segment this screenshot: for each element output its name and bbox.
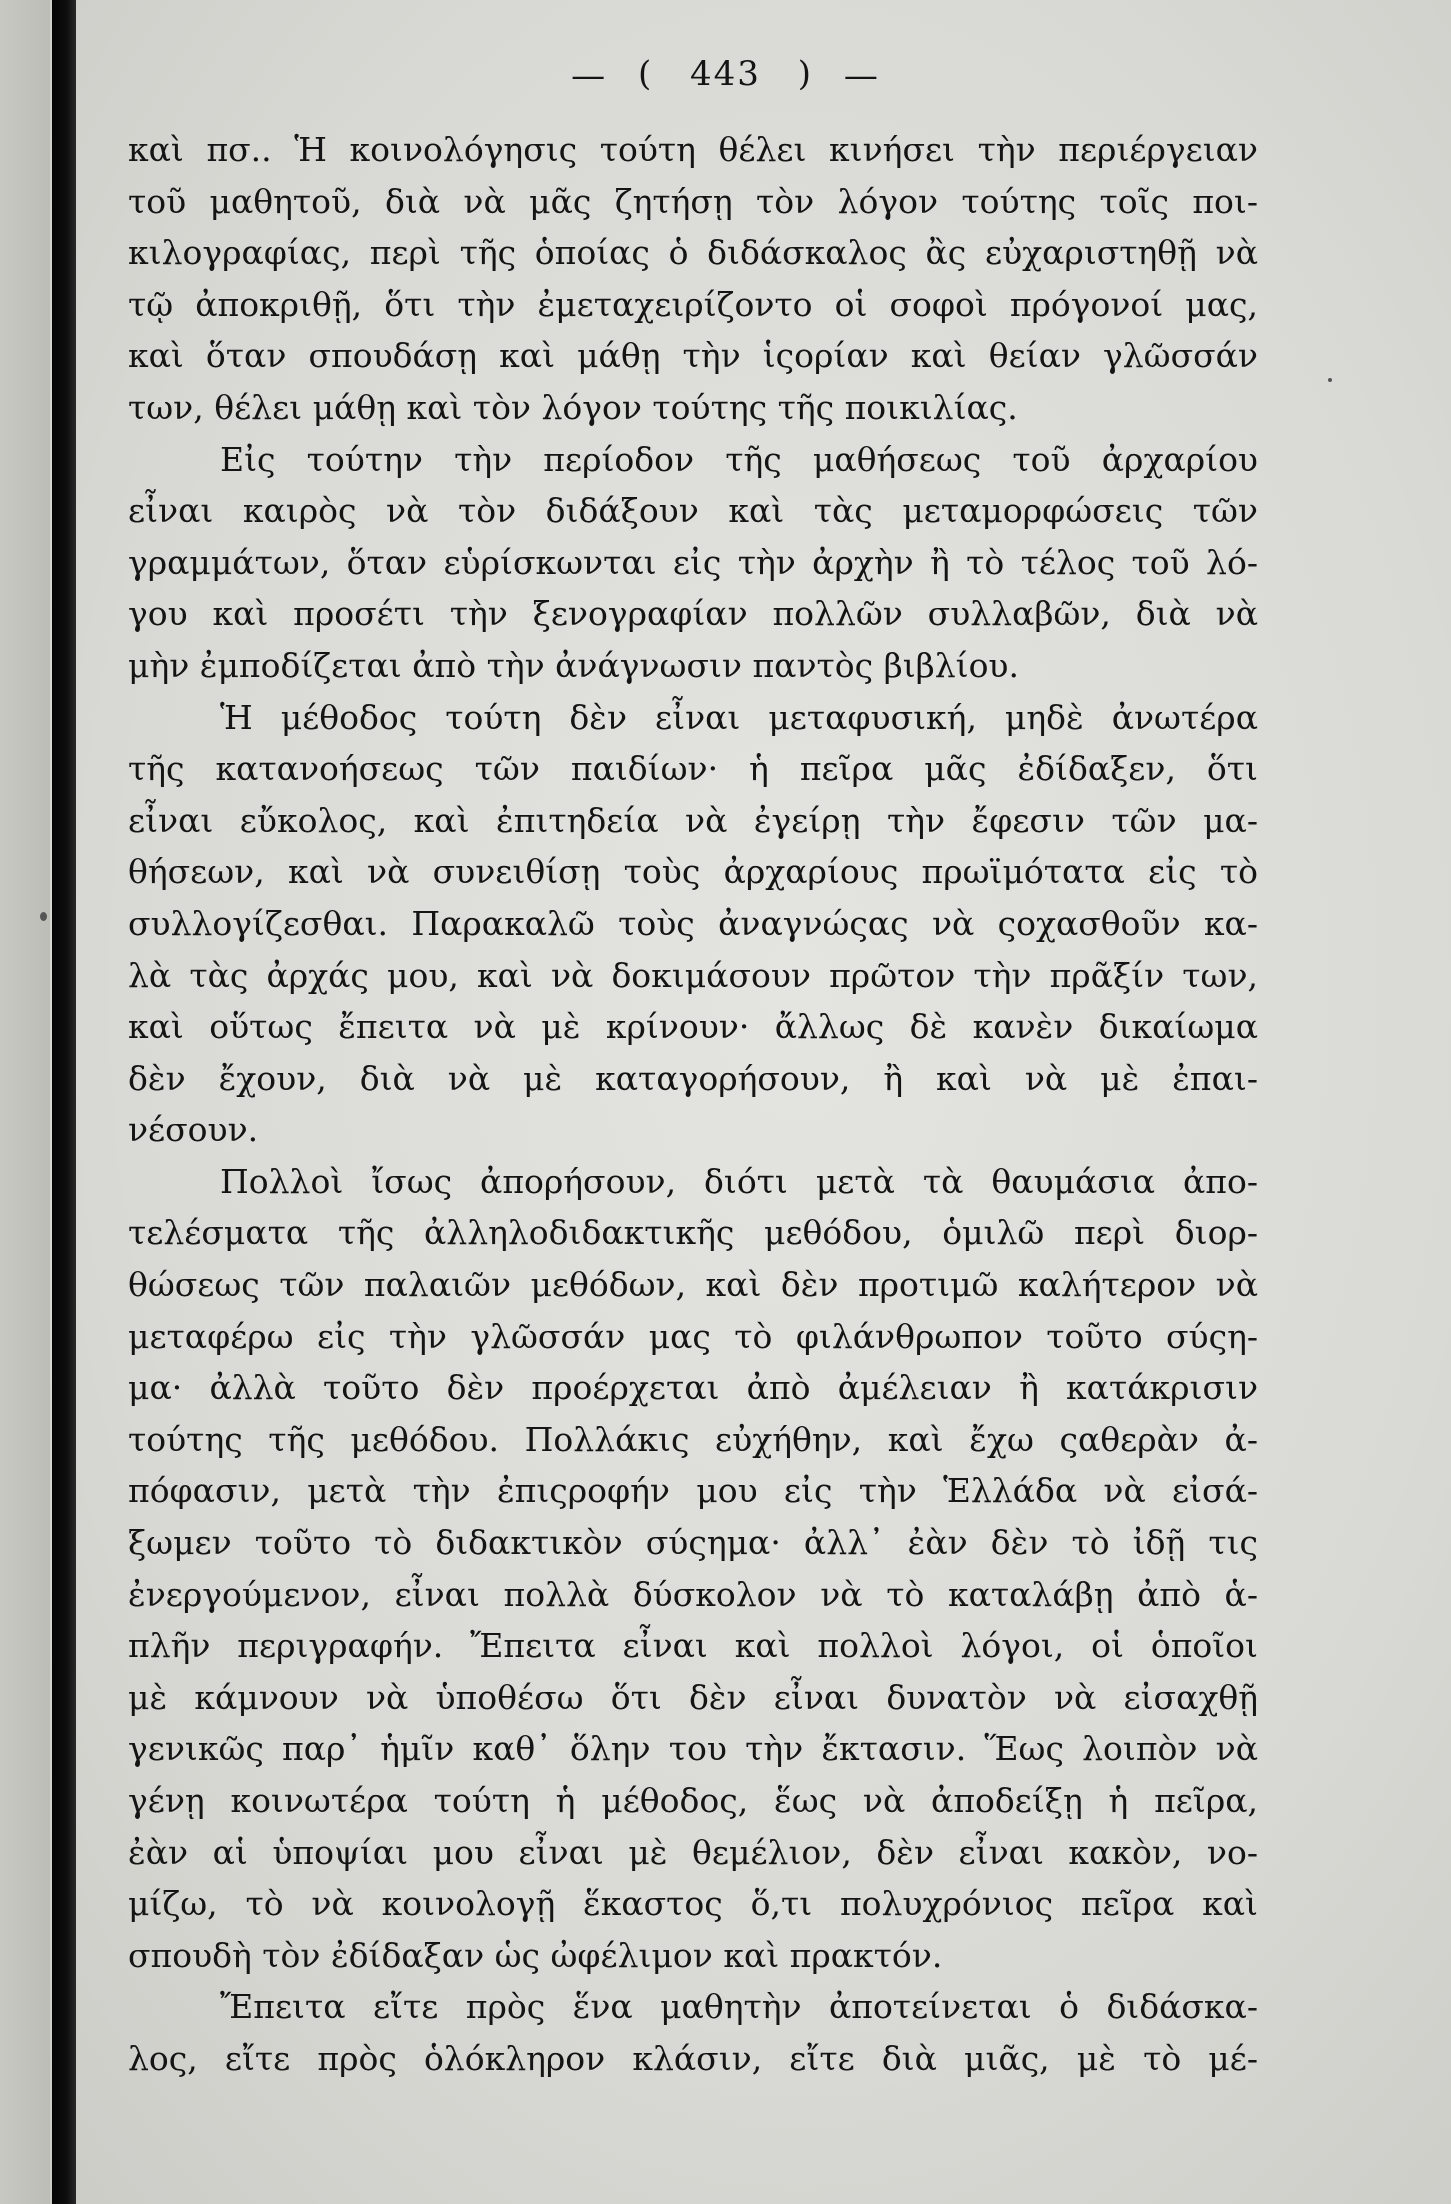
text-line: θώσεως τῶν παλαιῶν μεθόδων, καὶ δὲν προτιμῶ καλήτερον νὰ xyxy=(128,1265,1258,1305)
text-line: των, θέλει μάθῃ καὶ τὸν λόγον τούτης τῆς ποικιλίας. xyxy=(128,387,1018,427)
text-line: Πολλοὶ ἴσως ἀπορήσουν, διότι μετὰ τὰ θαυμάσια ἀπο- xyxy=(220,1161,1258,1201)
page-header xyxy=(0,44,1451,104)
header-left-dash: — xyxy=(571,56,608,96)
text-line: μα· ἀλλὰ τοῦτο δὲν προέρχεται ἀπὸ ἀμέλειαν ἢ κατάκρισιν xyxy=(128,1368,1258,1408)
text-line: θήσεων, καὶ νὰ συνειθίσῃ τοὺς ἀρχαρίους πρωϊμότατα εἰς τὸ xyxy=(128,852,1258,892)
text-line: εἶναι καιρὸς νὰ τὸν διδάξουν καὶ τὰς μεταμορφώσεις τῶν xyxy=(128,491,1258,531)
text-line: καὶ ὅταν σπουδάσῃ καὶ μάθῃ τὴν ἱςορίαν καὶ θείαν γλῶσσάν xyxy=(128,336,1258,376)
text-line: πλῆν περιγραφήν. Ἔπειτα εἶναι καὶ πολλοὶ λόγοι, οἱ ὁποῖοι xyxy=(128,1626,1258,1666)
text-line: λὰ τὰς ἀρχάς μου, καὶ νὰ δοκιμάσουν πρῶτον τὴν πρᾶξίν των, xyxy=(128,955,1258,995)
text-line: σπουδὴ τὸν ἐδίδαξαν ὡς ὠφέλιμον καὶ πρακτόν. xyxy=(128,1935,943,1975)
text-line: εἶναι εὔκολος, καὶ ἐπιτηδεία νὰ ἐγείρῃ τὴν ἔφεσιν τῶν μα- xyxy=(128,800,1258,840)
text-line: συλλογίζεσθαι. Παρακαλῶ τοὺς ἀναγνώςας νὰ ςοχασθοῦν κα- xyxy=(128,903,1258,943)
text-line: ξωμεν τοῦτο τὸ διδακτικὸν σύςημα· ἀλλ᾽ ἐὰν δὲν τὸ ἰδῇ τις xyxy=(128,1523,1258,1563)
text-line: πόφασιν, μετὰ τὴν ἐπιςροφήν μου εἰς τὴν Ἑλλάδα νὰ εἰσά- xyxy=(128,1471,1258,1511)
text-line: μίζω, τὸ νὰ κοινολογῇ ἕκαστος ὅ,τι πολυχρόνιος πεῖρα καὶ xyxy=(128,1884,1258,1924)
text-line: μεταφέρω εἰς τὴν γλῶσσάν μας τὸ φιλάνθρωπον τοῦτο σύςη- xyxy=(128,1316,1258,1356)
page-number: 443 xyxy=(690,54,761,94)
text-line: τῷ ἀποκριθῇ, ὅτι τὴν ἐμεταχειρίζοντο οἱ σοφοὶ πρόγονοί μας, xyxy=(128,284,1258,324)
header-right-dash: — xyxy=(843,56,880,96)
header-right-paren: ) xyxy=(797,54,814,94)
text-line: τῆς κατανοήσεως τῶν παιδίων· ἡ πεῖρα μᾶς ἐδίδαξεν, ὅτι xyxy=(128,749,1258,789)
text-line: γενικῶς παρ᾽ ἡμῖν καθ᾽ ὅλην του τὴν ἔκτασιν. Ἕως λοιπὸν νὰ xyxy=(128,1729,1258,1769)
text-line: τελέσματα τῆς ἀλληλοδιδακτικῆς μεθόδου, ὁμιλῶ περὶ διορ- xyxy=(128,1213,1258,1253)
text-line: δὲν ἔχουν, διὰ νὰ μὲ καταγορήσουν, ἢ καὶ νὰ μὲ ἐπαι- xyxy=(128,1058,1258,1098)
text-line: ἐὰν αἱ ὑποψίαι μου εἶναι μὲ θεμέλιον, δὲν εἶναι κακὸν, νο- xyxy=(128,1832,1258,1872)
text-line: νέσουν. xyxy=(128,1110,259,1150)
text-line: μὴν ἐμποδίζεται ἀπὸ τὴν ἀνάγνωσιν παντὸς βιβλίου. xyxy=(128,645,1019,685)
text-line: γένῃ κοινωτέρα τούτη ἡ μέθοδος, ἕως νὰ ἀποδείξῃ ἡ πεῖρα, xyxy=(128,1781,1258,1820)
text-line: Εἰς τούτην τὴν περίοδον τῆς μαθήσεως τοῦ ἀρχαρίου xyxy=(220,439,1258,479)
text-line: λος, εἴτε πρὸς ὁλόκληρον κλάσιν, εἴτε διὰ μιᾶς, μὲ τὸ μέ- xyxy=(128,2038,1258,2078)
text-line: Ἡ μέθοδος τούτη δὲν εἶναι μεταφυσική, μηδὲ ἀνωτέρα xyxy=(220,697,1258,737)
text-line: καὶ πσ.. Ἡ κοινολόγησις τούτη θέλει κινήσει τὴν περιέργειαν xyxy=(128,130,1258,169)
text-line: κιλογραφίας, περὶ τῆς ὁποίας ὁ διδάσκαλος ἂς εὐχαριστηθῇ νὰ xyxy=(128,233,1258,273)
text-line: Ἔπειτα εἴτε πρὸς ἕνα μαθητὴν ἀποτείνεται ὁ διδάσκα- xyxy=(220,1987,1258,2027)
left-page-margin xyxy=(0,0,50,2204)
text-line: ἐνεργούμενον, εἶναι πολλὰ δύσκολον νὰ τὸ καταλάβῃ ἀπὸ ἁ- xyxy=(128,1574,1258,1614)
text-line: τοῦ μαθητοῦ, διὰ νὰ μᾶς ζητήσῃ τὸν λόγον τούτης τοῖς ποι- xyxy=(128,181,1258,221)
text-line: τούτης τῆς μεθόδου. Πολλάκις εὐχήθην, καὶ ἔχω ςαθερὰν ἀ- xyxy=(128,1419,1258,1459)
book-binding-edge xyxy=(52,0,76,2204)
text-line: γραμμάτων, ὅταν εὑρίσκωνται εἰς τὴν ἀρχὴν ἢ τὸ τέλος τοῦ λό- xyxy=(128,542,1258,582)
text-line: μὲ κάμνουν νὰ ὑποθέσω ὅτι δὲν εἶναι δυνατὸν νὰ εἰσαχθῇ xyxy=(128,1677,1258,1717)
text-line: καὶ οὕτως ἔπειτα νὰ μὲ κρίνουν· ἄλλως δὲ κανὲν δικαίωμα xyxy=(128,1007,1258,1047)
header-left-paren: ( xyxy=(637,54,654,94)
text-line: γου καὶ προσέτι τὴν ξενογραφίαν πολλῶν συλλαβῶν, διὰ νὰ xyxy=(128,594,1258,634)
body-text xyxy=(128,124,1258,2085)
ink-speck xyxy=(1328,378,1332,382)
ink-speck xyxy=(40,912,47,921)
